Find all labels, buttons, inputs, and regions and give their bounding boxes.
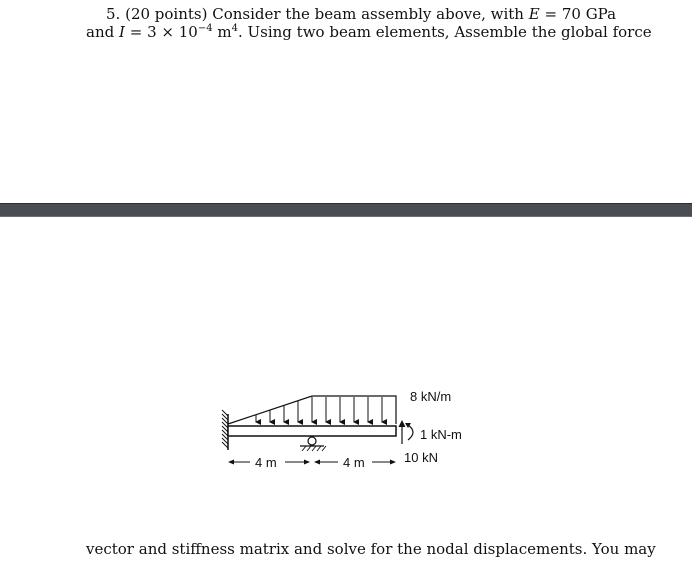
problem-statement-line-2: and $I = 3 \times 10^{-4}$ $m^4$. Using two beam elements, Assemble the global force xyxy=(86,23,652,41)
moment-arrow xyxy=(405,423,413,440)
point-load-arrow xyxy=(399,420,406,444)
modulus-symbol: E xyxy=(528,5,540,23)
dimension-lines xyxy=(228,460,396,465)
inertia-value: 3 × 10 xyxy=(147,23,198,41)
span-1-label: 4 m xyxy=(255,455,277,470)
problem-statement-continuation: vector and stiffness matrix and solve for the nodal displacements. You may xyxy=(86,540,656,558)
problem-statement-line-1: 5. (20 points) Consider the beam assembly above, with E = 70 GPa xyxy=(106,5,617,23)
and-word: and xyxy=(86,23,115,41)
inertia-unit-exponent: 4 xyxy=(231,23,238,34)
problem-number: 5. xyxy=(106,5,121,23)
inertia-unit: m xyxy=(217,23,232,41)
roller-support xyxy=(300,437,326,451)
distributed-load-label: 8 kN/m xyxy=(410,389,452,404)
problem-points: (20 points) xyxy=(125,5,208,23)
inertia-symbol: I xyxy=(119,23,125,41)
modulus-value: 70 GPa xyxy=(561,5,617,23)
span-2-label: 4 m xyxy=(343,455,365,470)
problem-text: Consider the beam assembly above, with xyxy=(212,5,524,23)
fixed-support xyxy=(222,410,228,450)
distributed-load xyxy=(228,396,396,424)
problem-text-2: . Using two beam elements, Assemble the global force xyxy=(237,23,652,41)
inertia-exponent: −4 xyxy=(197,23,213,34)
beam xyxy=(228,426,396,436)
point-load-label: 10 kN xyxy=(404,450,438,465)
moment-label: 1 kN-m xyxy=(420,427,462,442)
